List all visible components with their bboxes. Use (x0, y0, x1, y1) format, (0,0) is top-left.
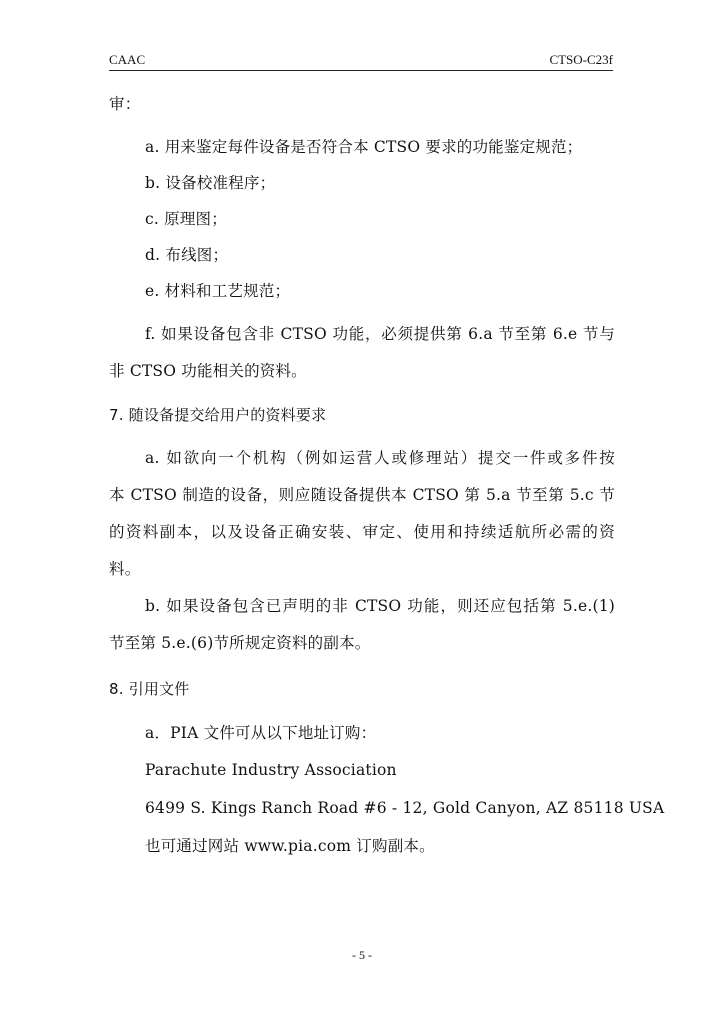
website-note: 也可通过网站 www.pia.com 订购副本。 (145, 837, 435, 855)
list-item-c: c. 原理图； (145, 210, 227, 228)
section-7-a-line-4: 料。 (109, 560, 141, 578)
section-7-a-line-3: 的资料副本，以及设备正确安装、审定、使用和持续适航所必需的资 (109, 523, 615, 541)
header-left-label: CAAC (109, 52, 146, 67)
section-7-a-line-2: 本 CTSO 制造的设备，则应随设备提供本 CTSO 第 5.a 节至第 5.c 节 (109, 486, 615, 504)
section-8-a: a．PIA 文件可从以下地址订购： (145, 724, 377, 742)
section-7-heading: 7. 随设备提交给用户的资料要求 (109, 406, 327, 424)
section-7-a-line-1: a. 如欲向一个机构（例如运营人或修理站）提交一件或多件按 (145, 449, 615, 467)
section-7-b-line-2: 节至第 5.e.(6)节所规定资料的副本。 (109, 634, 371, 652)
organization-address: 6499 S. Kings Ranch Road #6 - 12, Gold Canyon, AZ 85118 USA (145, 799, 665, 817)
list-item-a: a. 用来鉴定每件设备是否符合本 CTSO 要求的功能鉴定规范； (145, 138, 583, 156)
organization-name: Parachute Industry Association (145, 761, 397, 779)
page-header (109, 52, 613, 71)
list-item-b: b. 设备校准程序； (145, 174, 276, 192)
list-item-f-line-2: 非 CTSO 功能相关的资料。 (109, 362, 307, 380)
section-8-heading: 8. 引用文件 (109, 680, 190, 698)
list-item-d: d. 布线图； (145, 246, 229, 264)
page-number: - 5 - (352, 948, 372, 962)
list-item-e: e. 材料和工艺规范； (145, 282, 291, 300)
section-7-b-line-1: b. 如果设备包含已声明的非 CTSO 功能，则还应包括第 5.e.(1) (145, 597, 615, 615)
continuation-text: 审： (109, 95, 141, 113)
header-right-label: CTSO-C23f (549, 52, 613, 67)
list-item-f-line-1: f. 如果设备包含非 CTSO 功能，必须提供第 6.a 节至第 6.e 节与 (145, 325, 615, 343)
